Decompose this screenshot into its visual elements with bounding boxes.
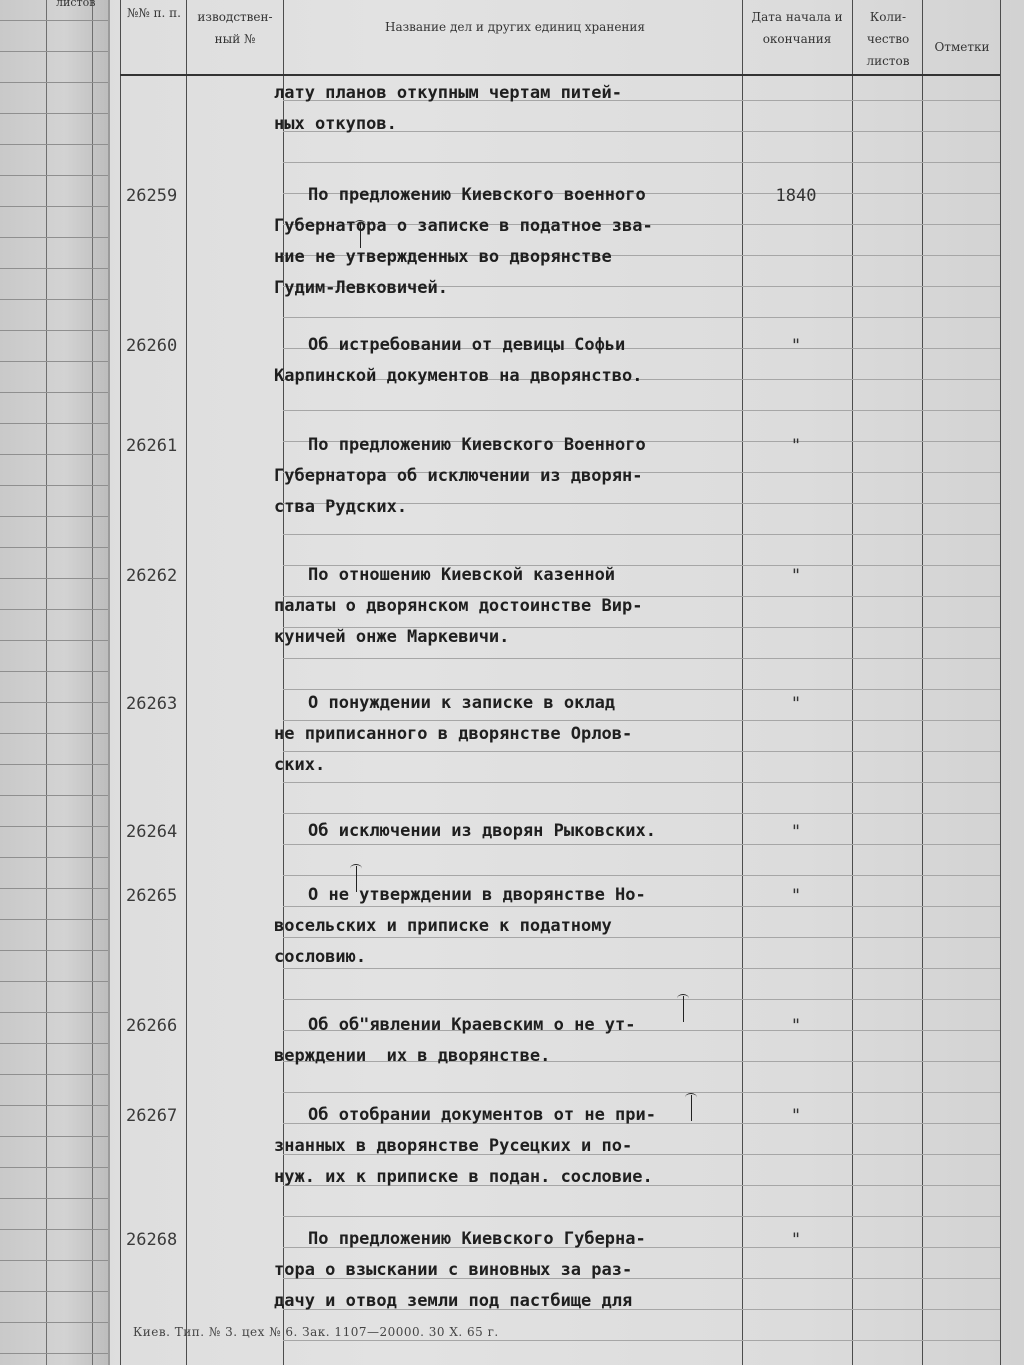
left-page-line: [0, 733, 108, 734]
left-page-rule: [92, 0, 93, 1365]
left-page-line: [0, 1043, 108, 1044]
entry-line: Об об"явлении Краевским о не ут-: [308, 1015, 636, 1035]
ledger-rule: [853, 379, 1000, 380]
entry-line: Губернатора об исключении из дворян-: [274, 466, 643, 486]
left-page-line: [0, 454, 108, 455]
left-page-line: [0, 826, 108, 827]
ledger-rule: [853, 472, 1000, 473]
entry-line: сословию.: [274, 947, 367, 967]
left-page-line: [0, 516, 108, 517]
ledger-rule: [853, 1092, 1000, 1093]
row-number: 26263: [126, 694, 178, 714]
entry-text: [274, 78, 754, 140]
entry-line: Гудим-Левковичей.: [274, 278, 448, 298]
ledger-rule: [853, 224, 1000, 225]
left-page-line: [0, 578, 108, 579]
header-col-date: Дата начала и окончания: [751, 10, 843, 46]
ledger-rule: [853, 286, 1000, 287]
ledger-rule: [853, 162, 1000, 163]
ledger-rule: [853, 317, 1000, 318]
entry-line: верждении их в дворянстве.: [274, 1046, 551, 1066]
ledger-rule: [853, 1185, 1000, 1186]
left-page-line: [0, 795, 108, 796]
ledger-rule: [853, 1154, 1000, 1155]
left-page-line: [0, 113, 108, 114]
row-number: 26259: [126, 186, 178, 206]
ledger-rule: [853, 782, 1000, 783]
left-page-line: [0, 268, 108, 269]
handwritten-insertion-mark: [356, 866, 367, 892]
ledger-rule: [853, 937, 1000, 938]
entry-line: дачу и отвод земли под пастбище для: [274, 1291, 633, 1311]
handwritten-insertion-mark: [360, 222, 371, 248]
entry-text: [274, 816, 754, 847]
ledger-rule: [853, 1340, 1000, 1341]
left-page-line: [0, 950, 108, 951]
entry-line: Об отобрании документов от не при-: [308, 1105, 656, 1125]
ledger-rule: [853, 255, 1000, 256]
entry-date: ": [790, 436, 802, 456]
ledger-rule: [853, 534, 1000, 535]
ledger-rule: [853, 689, 1000, 690]
row-number: 26260: [126, 336, 178, 356]
ledger-rule: [853, 441, 1000, 442]
ledger-rule: [853, 906, 1000, 907]
ledger-rule: [853, 968, 1000, 969]
entry-line: не приписанного в дворянстве Орлов-: [274, 724, 633, 744]
handwritten-insertion-mark: [683, 996, 694, 1022]
ledger-rule: [853, 751, 1000, 752]
entry-text: [274, 560, 754, 653]
ledger-rule: [853, 131, 1000, 132]
left-page-line: [0, 1291, 108, 1292]
ledger-rule: [853, 1216, 1000, 1217]
left-page-line: [0, 144, 108, 145]
header-col-notes: Отметки: [934, 40, 990, 54]
entry-line: Об истребовании от девицы Софьи: [308, 335, 626, 355]
entry-line: О понуждении к записке в оклад: [308, 693, 616, 713]
left-page-line: [0, 981, 108, 982]
ledger-rule: [853, 193, 1000, 194]
ledger-rule: [853, 720, 1000, 721]
ledger-rule: [853, 1247, 1000, 1248]
left-page-line: [0, 485, 108, 486]
ledger-rule: [853, 100, 1000, 101]
entry-line: ных откупов.: [274, 114, 397, 134]
ledger-rule: [853, 503, 1000, 504]
col-divider: [1000, 0, 1001, 1365]
col-divider: [186, 0, 187, 1365]
ledger-rule: [853, 565, 1000, 566]
left-page-line: [0, 1167, 108, 1168]
entry-text: [274, 880, 754, 973]
entry-line: Об исключении из дворян Рыковских.: [308, 821, 656, 841]
left-page-line: [0, 82, 108, 83]
col-divider: [852, 0, 853, 1365]
left-page-line: [0, 330, 108, 331]
left-page-rule: [46, 0, 47, 1365]
entry-line: тора о взыскании с виновных за раз-: [274, 1260, 633, 1280]
entry-date: ": [790, 694, 802, 714]
entry-date: ": [790, 886, 802, 906]
left-page-line: [0, 1074, 108, 1075]
left-page-line: [0, 237, 108, 238]
entry-date: ": [790, 336, 802, 356]
left-page-line: [0, 547, 108, 548]
left-page-line: [0, 423, 108, 424]
left-page-line: [0, 888, 108, 889]
entry-date: ": [790, 1106, 802, 1126]
ledger-rule: [853, 658, 1000, 659]
entry-date: 1840: [775, 186, 817, 206]
entry-date: ": [790, 1230, 802, 1250]
entry-line: По отношению Киевской казенной: [308, 565, 616, 585]
left-page-header: листов: [56, 0, 96, 9]
entry-line: По предложению Киевского Губерна-: [308, 1229, 646, 1249]
entry-line: палаты о дворянском достоинстве Вир-: [274, 596, 643, 616]
entry-line: знанных в дворянстве Русецких и по-: [274, 1136, 633, 1156]
entry-line: восельских и приписке к податному: [274, 916, 612, 936]
left-page-edge: [0, 0, 110, 1365]
entry-line: лату планов откупным чертам питей-: [274, 83, 622, 103]
row-number: 26261: [126, 436, 178, 456]
entry-line: куничей онже Маркевичи.: [274, 627, 510, 647]
left-page-line: [0, 1198, 108, 1199]
left-page-line: [0, 1322, 108, 1323]
entry-text: [274, 430, 754, 523]
left-page-line: [0, 764, 108, 765]
left-page-line: [0, 361, 108, 362]
entry-line: Губернатора о записке в податное зва-: [274, 216, 653, 236]
left-page-line: [0, 1353, 108, 1354]
row-number: 26266: [126, 1016, 178, 1036]
left-page-line: [0, 20, 108, 21]
entry-date: ": [790, 822, 802, 842]
ledger-rule: [853, 596, 1000, 597]
entry-text: [274, 330, 754, 392]
ledger-rule: [853, 813, 1000, 814]
left-page-line: [0, 1012, 108, 1013]
header-rule: [120, 74, 1000, 76]
left-page-line: [0, 1105, 108, 1106]
entry-line: нуж. их к приписке в подан. сословие.: [274, 1167, 653, 1187]
ledger-rule: [853, 1123, 1000, 1124]
ledger-rule: [853, 1061, 1000, 1062]
left-page-line: [0, 919, 108, 920]
left-page-line: [0, 1136, 108, 1137]
ledger-rule: [853, 627, 1000, 628]
ledger-rule: [853, 1278, 1000, 1279]
header-col-title: Название дел и других единиц хранения: [384, 20, 645, 34]
entry-text: [274, 1224, 754, 1317]
ledger-rule: [853, 348, 1000, 349]
left-page-line: [0, 702, 108, 703]
left-page-line: [0, 671, 108, 672]
left-page-line: [0, 1229, 108, 1230]
entry-text: [274, 1010, 754, 1072]
entry-date: ": [790, 1016, 802, 1036]
entry-date: ": [790, 566, 802, 586]
left-page-line: [0, 640, 108, 641]
ledger-rule: [853, 875, 1000, 876]
ledger-rule: [853, 1030, 1000, 1031]
ledger-rule: [853, 999, 1000, 1000]
left-page-line: [0, 609, 108, 610]
ledger-rule: [853, 844, 1000, 845]
col-divider: [922, 0, 923, 1365]
entry-line: ние не утвержденных во дворянстве: [274, 247, 612, 267]
header-col-prod: изводствен- ный №: [197, 10, 273, 46]
ledger-rule: [853, 1309, 1000, 1310]
row-number: 26267: [126, 1106, 178, 1126]
left-page-line: [0, 299, 108, 300]
row-number: 26264: [126, 822, 178, 842]
entry-line: По предложению Киевского Военного: [308, 435, 646, 455]
handwritten-insertion-mark: [691, 1095, 702, 1121]
entry-line: ства Рудских.: [274, 497, 408, 517]
left-page-line: [0, 51, 108, 52]
left-page-line: [0, 1260, 108, 1261]
left-page-line: [0, 206, 108, 207]
left-page-line: [0, 392, 108, 393]
entry-line: ских.: [274, 755, 326, 775]
entry-line: Карпинской документов на дворянство.: [274, 366, 643, 386]
row-number: 26268: [126, 1230, 178, 1250]
header-col-sheets: Коли- чество листов: [866, 10, 910, 68]
row-number: 26262: [126, 566, 178, 586]
header-col-num: №№ п. п.: [127, 6, 181, 20]
print-footer: Киев. Тип. № 3. цех № 6. Зак. 1107—20000. 30 X. 65 г.: [133, 1325, 499, 1339]
entry-line: По предложению Киевского военного: [308, 185, 646, 205]
ledger-rule: [853, 410, 1000, 411]
left-page-line: [0, 857, 108, 858]
entry-line: О не утверждении в дворянстве Но-: [308, 885, 646, 905]
entry-text: [274, 180, 754, 304]
entry-text: [274, 688, 754, 781]
row-number: 26265: [126, 886, 178, 906]
left-page-line: [0, 175, 108, 176]
entry-text: [274, 1100, 754, 1193]
col-divider: [120, 0, 121, 1365]
